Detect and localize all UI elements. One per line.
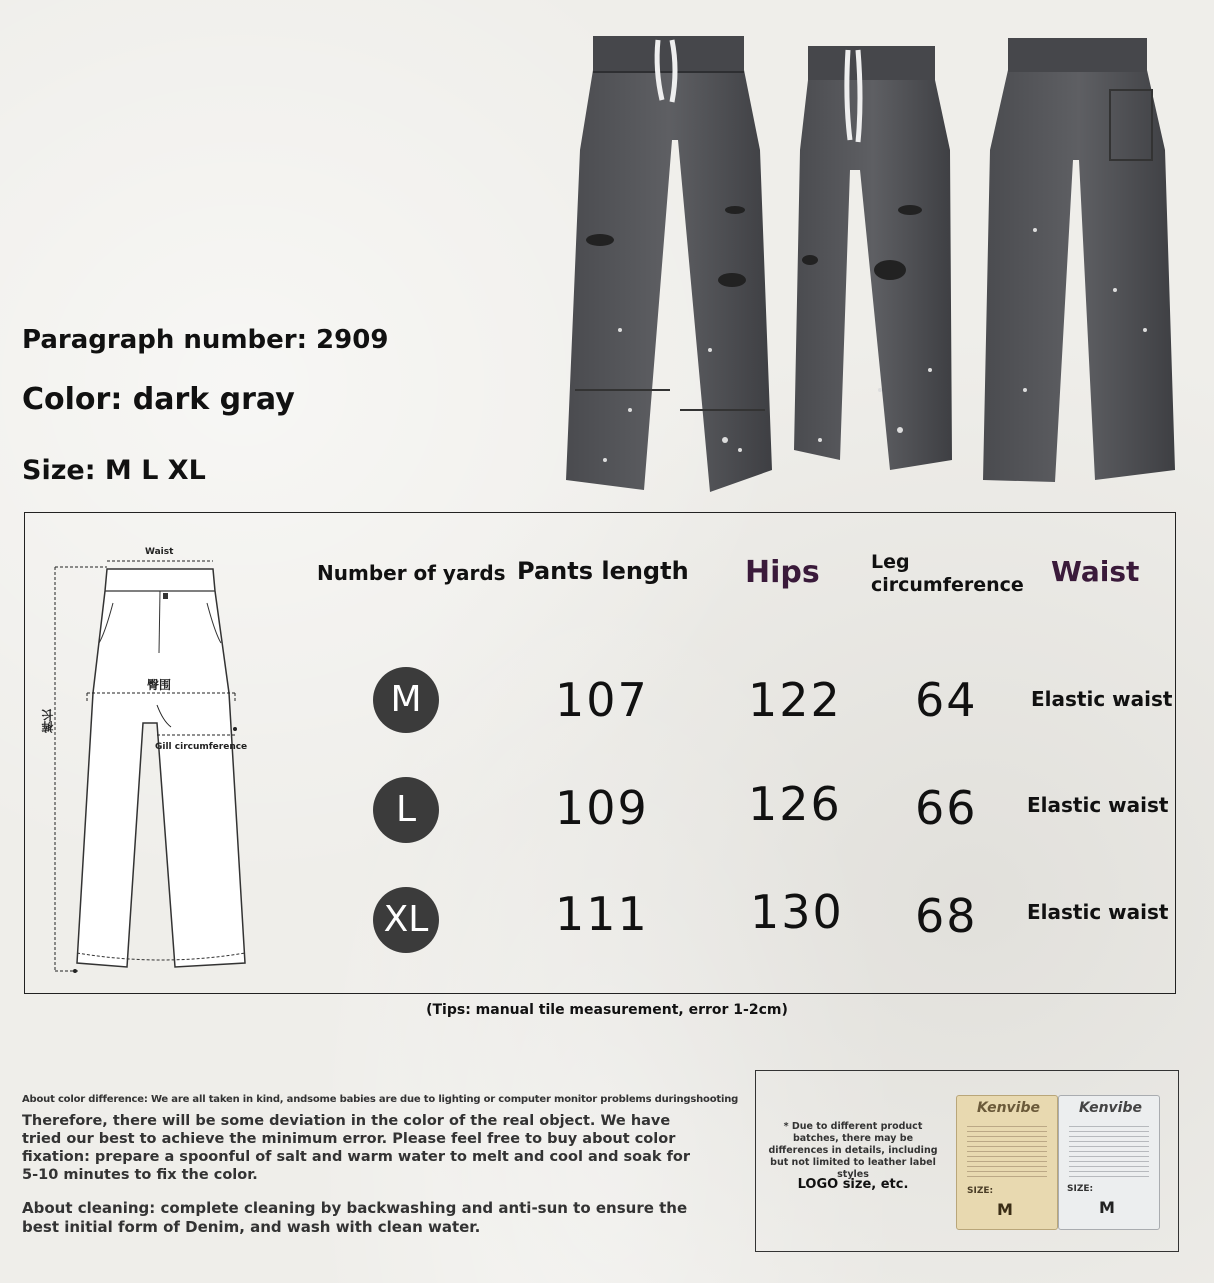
waist-xl: Elastic waist xyxy=(1027,900,1169,924)
length-label: 裤长 xyxy=(41,709,55,733)
color-difference-title: About color difference: We are all taken in kind, andsome babies are due to lighting or computer monitor problems duringshooting xyxy=(22,1094,739,1105)
hips-l: 126 xyxy=(748,777,842,831)
pants-angle-photo xyxy=(790,30,960,500)
header-length: Pants length xyxy=(517,557,689,585)
waist-m: Elastic waist xyxy=(1031,687,1173,711)
tag1-size-label: SIZE: xyxy=(967,1186,994,1196)
tag1-care-text xyxy=(967,1122,1047,1180)
label-notice-text: * Due to different product batches, there may be differences in details, including but not limited to leather label styles xyxy=(768,1121,938,1180)
size-chart xyxy=(24,512,1176,994)
hip-label: 臀围 xyxy=(147,678,172,692)
tag2-care-text xyxy=(1069,1122,1149,1180)
waist-label: Waist xyxy=(145,547,174,557)
paragraph-number: Paragraph number: 2909 xyxy=(22,325,389,355)
tag2-size: M xyxy=(1099,1198,1115,1217)
label-notice-box xyxy=(755,1070,1179,1252)
pants-back-photo xyxy=(975,30,1180,500)
size-badge-xl: XL xyxy=(373,887,439,953)
waist-l: Elastic waist xyxy=(1027,793,1169,817)
leg-label: Gill circumference xyxy=(155,742,248,752)
header-leg xyxy=(871,551,1024,597)
leg-m: 64 xyxy=(915,673,978,727)
length-xl: 111 xyxy=(555,887,649,941)
header-hips: Hips xyxy=(745,555,820,590)
product-sizes: Size: M L XL xyxy=(22,455,206,486)
length-l: 109 xyxy=(555,781,649,835)
label-tag-1 xyxy=(956,1095,1058,1230)
header-leg-line1: Leg xyxy=(871,551,910,573)
length-m: 107 xyxy=(555,673,649,727)
size-badge-m: M xyxy=(373,667,439,733)
cleaning-note: About cleaning: complete cleaning by backwashing and anti-sun to ensure the best initial form of Denim, and wash with clean water. xyxy=(22,1199,688,1236)
header-yards: Number of yards xyxy=(317,561,506,585)
tag2-size-label: SIZE: xyxy=(1067,1184,1094,1194)
tag1-size: M xyxy=(997,1200,1013,1219)
header-leg-line2: circumference xyxy=(871,574,1024,596)
hips-m: 122 xyxy=(748,673,842,727)
logo-size-note: LOGO size, etc. xyxy=(797,1177,909,1192)
leg-xl: 68 xyxy=(915,889,978,943)
tag1-brand: Kenvibe xyxy=(977,1100,1040,1116)
hips-xl: 130 xyxy=(750,885,844,939)
size-badge-l: L xyxy=(373,777,439,843)
color-difference-body: Therefore, there will be some deviation in the color of the real object. We have tried our best to achieve the minimum error. Please feel free to buy about color fixation: prepare a spoonful of salt and warm water to melt and cool and soak for 5-10 minutes to fix the color. xyxy=(22,1113,690,1183)
product-color: Color: dark gray xyxy=(22,382,295,417)
pants-front-photo xyxy=(560,30,780,500)
tag2-brand: Kenvibe xyxy=(1079,1100,1142,1116)
header-waist: Waist xyxy=(1051,555,1140,588)
leg-l: 66 xyxy=(915,781,978,835)
measurement-tips: (Tips: manual tile measurement, error 1-2cm) xyxy=(426,1002,788,1018)
label-tag-2 xyxy=(1058,1095,1160,1230)
pants-measurement-diagram xyxy=(35,543,255,983)
